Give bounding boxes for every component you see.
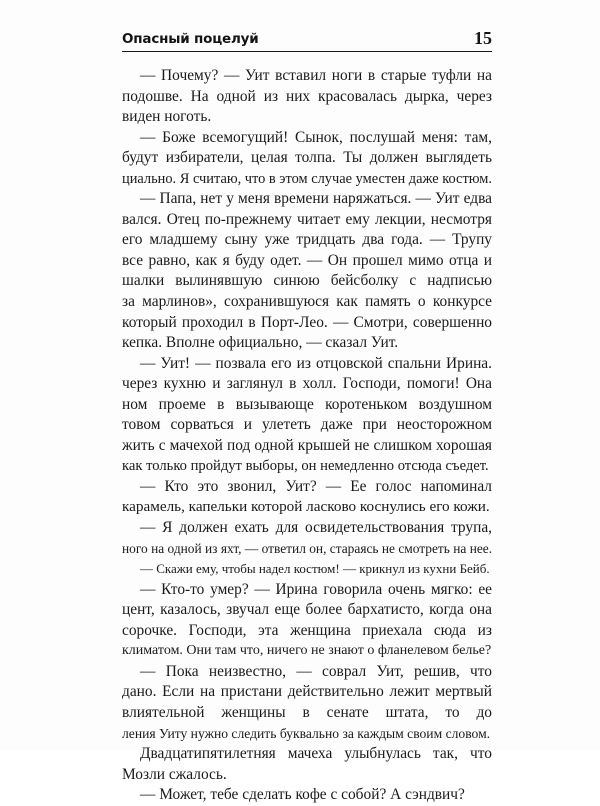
text-line: — Почему? — Уит вставил ноги в старые туфли на bbox=[140, 67, 492, 84]
text-line: его младшему сыну уже тридцать два года. — Трупу bbox=[122, 231, 492, 249]
text-line: — Уит! — позвала его из отцовской спальни Ирина. bbox=[140, 354, 492, 372]
text-line: будут избиратели, целая толпа. Ты должен выглядеть bbox=[122, 149, 492, 167]
text-line: вался. Отец по-прежнему читает ему лекции, несмотря bbox=[122, 210, 492, 228]
text-line: товом сорваться и улететь даже при неосторожном bbox=[122, 416, 492, 434]
text-line: — Пока неизвестно, — соврал Уит, решив, что bbox=[140, 662, 492, 680]
text-line: — Скажи ему, чтобы надел костюм! — крикнул из кухни Бейб. bbox=[140, 561, 490, 577]
text-line: — Боже всемогущий! Сынок, послушай меня: там, bbox=[140, 128, 492, 146]
text-line: ления Уиту нужно следить буквально за каждым своим словом. bbox=[122, 725, 491, 741]
header-rule bbox=[122, 51, 492, 52]
text-line: цент, казалось, звучал еще более бархатисто, когда она bbox=[122, 601, 492, 619]
text-line: шалки вылинявшую синюю бейсболку с надписью bbox=[122, 272, 492, 290]
page-number: 15 bbox=[474, 28, 492, 48]
text-line: все равно, как я буду одет. — Он прошел мимо отца и bbox=[122, 251, 492, 269]
text-line: через кухню и заглянул в холл. Господи, помоги! Она bbox=[122, 375, 492, 393]
running-title: Опасный поцелуй bbox=[122, 31, 259, 47]
text-line: подошве. На одной из них красовалась дырка, через bbox=[122, 87, 492, 105]
text-line: — Кто это звонил, Уит? — Ее голос напоминал bbox=[140, 477, 492, 495]
text-line: сорочке. Господи, эта женщина приехала сюда из bbox=[122, 621, 492, 639]
text-line: климатом. Они там что, ничего не знают о фланелевом белье? bbox=[122, 643, 492, 659]
text-line: — Кто-то умер? — Ирина говорила очень мягко: ее bbox=[140, 580, 492, 598]
text-line: дано. Если на пристани действительно лежит мертвый bbox=[122, 683, 492, 701]
text-line: кепка. Вполне официально, — сказал Уит. bbox=[122, 334, 399, 352]
text-line: Двадцатипятилетняя мачеха улыбнулась так, что bbox=[140, 745, 492, 763]
text-line: Мозли сжалось. bbox=[122, 765, 227, 783]
text-line: карамель, капельки которой ласково коснулись его кожи. bbox=[122, 498, 490, 516]
text-line: — Папа, нет у меня времени наряжаться. — Уит едва bbox=[140, 190, 492, 208]
text-line: влиятельной женщины в сенате штата, то до bbox=[122, 703, 492, 721]
page-header bbox=[122, 28, 492, 52]
text-line: циально. Я считаю, что в этом случае уместен даже костюм. bbox=[122, 170, 493, 187]
text-line: — Может, тебе сделать кофе с собой? А сэндвич? bbox=[140, 786, 465, 804]
text-line: — Я должен ехать для освидетельствования трупа, bbox=[140, 519, 492, 537]
text-line: жить с мачехой под одной крышей не слишком хорошая bbox=[122, 436, 492, 454]
text-line: который проходил в Порт-Лео. — Смотри, совершенно bbox=[122, 313, 492, 331]
text-line: виден ноготь. bbox=[122, 108, 212, 126]
text-line: как только пройдут выборы, он немедленно отсюда съедет. bbox=[122, 458, 489, 475]
body-text bbox=[122, 66, 492, 806]
text-line: ного на одной из яхт, — ответил он, стараясь не смотреть на нее. bbox=[122, 540, 493, 556]
text-line: ном проеме в вызывающе коротеньком воздушном bbox=[122, 395, 492, 413]
text-line: за марлинов», сохранившуюся как память о конкурсе bbox=[122, 293, 492, 311]
